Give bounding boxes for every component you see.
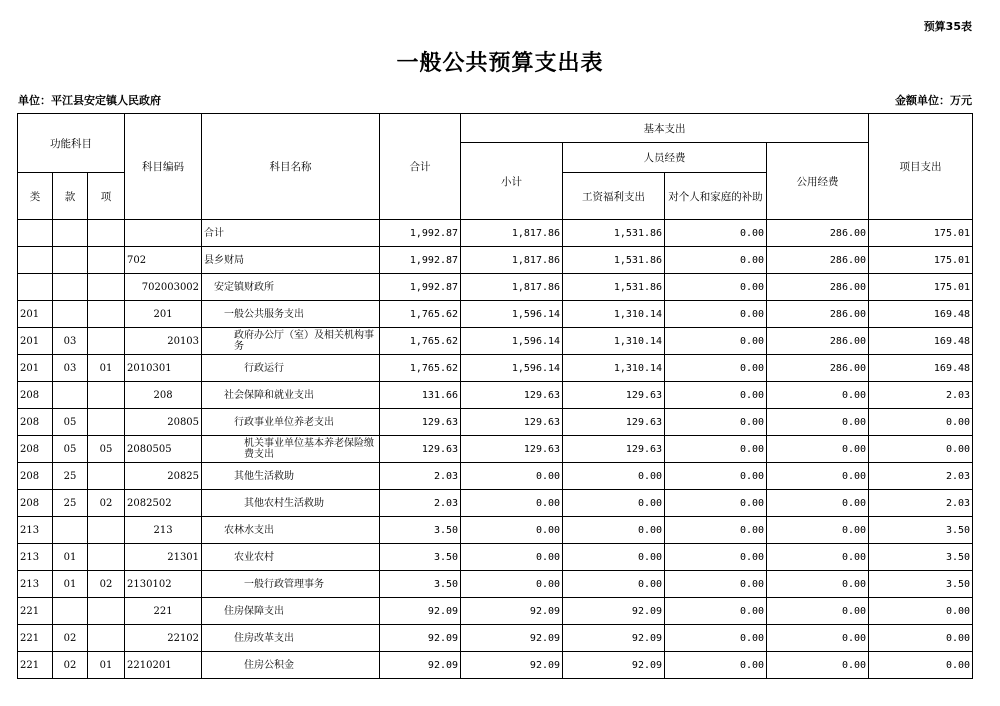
cell-wages: 1,531.86 (563, 274, 665, 301)
cell-xiang: 02 (88, 571, 125, 598)
cell-public: 286.00 (767, 274, 869, 301)
cell-subtotal: 92.09 (461, 652, 563, 679)
cell-code: 2210201 (125, 652, 202, 679)
header-total: 合计 (380, 114, 461, 220)
cell-xiang (88, 463, 125, 490)
cell-subtotal: 1,596.14 (461, 301, 563, 328)
cell-name: 合计 (202, 220, 380, 247)
header-kuan: 款 (53, 173, 88, 220)
cell-subtotal: 0.00 (461, 571, 563, 598)
cell-subsidy: 0.00 (665, 571, 767, 598)
cell-lei (18, 274, 53, 301)
header-basic: 基本支出 (461, 114, 869, 143)
cell-public: 286.00 (767, 328, 869, 355)
cell-subsidy: 0.00 (665, 355, 767, 382)
cell-subsidy: 0.00 (665, 544, 767, 571)
cell-public: 0.00 (767, 382, 869, 409)
cell-lei: 208 (18, 382, 53, 409)
cell-wages: 1,531.86 (563, 247, 665, 274)
cell-name: 农林水支出 (202, 517, 380, 544)
cell-code: 702003002 (125, 274, 202, 301)
cell-name: 机关事业单位基本养老保险缴费支出 (202, 436, 380, 463)
unit-label: 单位：平江县安定镇人民政府 (18, 94, 161, 107)
cell-name: 一般公共服务支出 (202, 301, 380, 328)
cell-name: 行政运行 (202, 355, 380, 382)
cell-public: 0.00 (767, 409, 869, 436)
cell-code: 20103 (125, 328, 202, 355)
cell-subsidy: 0.00 (665, 625, 767, 652)
cell-name: 一般行政管理事务 (202, 571, 380, 598)
cell-subsidy: 0.00 (665, 382, 767, 409)
cell-xiang: 05 (88, 436, 125, 463)
cell-wages: 129.63 (563, 409, 665, 436)
cell-subtotal: 0.00 (461, 490, 563, 517)
cell-total: 1,765.62 (380, 328, 461, 355)
cell-kuan: 02 (53, 652, 88, 679)
table-row (18, 382, 973, 409)
cell-project: 175.01 (869, 274, 973, 301)
table-row (18, 409, 973, 436)
cell-project: 2.03 (869, 382, 973, 409)
cell-code: 21301 (125, 544, 202, 571)
cell-code: 213 (125, 517, 202, 544)
cell-total: 1,765.62 (380, 301, 461, 328)
cell-lei: 213 (18, 571, 53, 598)
cell-project: 0.00 (869, 625, 973, 652)
amount-unit-label: 金额单位：万元 (895, 94, 972, 107)
cell-total: 1,992.87 (380, 220, 461, 247)
cell-public: 0.00 (767, 571, 869, 598)
cell-name: 社会保障和就业支出 (202, 382, 380, 409)
cell-lei: 201 (18, 301, 53, 328)
cell-subsidy: 0.00 (665, 220, 767, 247)
cell-kuan: 05 (53, 436, 88, 463)
cell-project: 169.48 (869, 301, 973, 328)
cell-total: 131.66 (380, 382, 461, 409)
cell-name: 政府办公厅（室）及相关机构事务 (202, 328, 380, 355)
cell-subtotal: 92.09 (461, 625, 563, 652)
cell-subsidy: 0.00 (665, 517, 767, 544)
cell-subtotal: 1,596.14 (461, 328, 563, 355)
cell-wages: 129.63 (563, 436, 665, 463)
cell-lei: 208 (18, 463, 53, 490)
table-row (18, 652, 973, 679)
cell-subsidy: 0.00 (665, 328, 767, 355)
cell-name: 行政事业单位养老支出 (202, 409, 380, 436)
cell-name: 县乡财局 (202, 247, 380, 274)
cell-wages: 92.09 (563, 625, 665, 652)
budget-expenditure-table (17, 113, 973, 679)
cell-subtotal: 129.63 (461, 436, 563, 463)
cell-name: 其他生活救助 (202, 463, 380, 490)
cell-kuan: 02 (53, 625, 88, 652)
cell-xiang (88, 517, 125, 544)
cell-total: 1,992.87 (380, 247, 461, 274)
table-row (18, 463, 973, 490)
table-row (18, 598, 973, 625)
cell-wages: 1,310.14 (563, 328, 665, 355)
cell-xiang (88, 598, 125, 625)
cell-subtotal: 92.09 (461, 598, 563, 625)
cell-project: 3.50 (869, 544, 973, 571)
table-body (18, 220, 973, 679)
cell-lei: 208 (18, 436, 53, 463)
header-subsidy: 对个人和家庭的补助 (665, 173, 767, 220)
cell-wages: 0.00 (563, 490, 665, 517)
header-func-subject: 功能科目 (18, 114, 125, 173)
cell-code: 2130102 (125, 571, 202, 598)
cell-project: 2.03 (869, 463, 973, 490)
table-row (18, 301, 973, 328)
cell-name: 农业农村 (202, 544, 380, 571)
header-xiang: 项 (88, 173, 125, 220)
table-number-label: 预算35表 (923, 20, 972, 33)
cell-total: 3.50 (380, 517, 461, 544)
cell-project: 0.00 (869, 409, 973, 436)
cell-subsidy: 0.00 (665, 301, 767, 328)
cell-wages: 0.00 (563, 544, 665, 571)
header-wages: 工资福利支出 (563, 173, 665, 220)
cell-total: 1,765.62 (380, 355, 461, 382)
cell-lei: 208 (18, 409, 53, 436)
cell-lei: 201 (18, 328, 53, 355)
cell-xiang (88, 274, 125, 301)
cell-code: 2080505 (125, 436, 202, 463)
cell-code: 20825 (125, 463, 202, 490)
cell-public: 0.00 (767, 463, 869, 490)
cell-project: 175.01 (869, 220, 973, 247)
cell-total: 3.50 (380, 544, 461, 571)
cell-name: 住房改革支出 (202, 625, 380, 652)
cell-code: 22102 (125, 625, 202, 652)
cell-subtotal: 0.00 (461, 544, 563, 571)
cell-code: 2010301 (125, 355, 202, 382)
cell-lei: 208 (18, 490, 53, 517)
cell-subtotal: 1,817.86 (461, 274, 563, 301)
cell-subsidy: 0.00 (665, 436, 767, 463)
cell-total: 92.09 (380, 625, 461, 652)
cell-kuan: 01 (53, 544, 88, 571)
cell-xiang (88, 328, 125, 355)
header-code: 科目编码 (125, 114, 202, 220)
table-row (18, 436, 973, 463)
table-row (18, 544, 973, 571)
cell-total: 2.03 (380, 490, 461, 517)
cell-total: 129.63 (380, 436, 461, 463)
table-row (18, 571, 973, 598)
cell-lei (18, 247, 53, 274)
cell-kuan (53, 247, 88, 274)
cell-wages: 1,310.14 (563, 301, 665, 328)
cell-xiang (88, 220, 125, 247)
cell-subtotal: 0.00 (461, 517, 563, 544)
cell-total: 92.09 (380, 652, 461, 679)
cell-kuan (53, 517, 88, 544)
header-lei: 类 (18, 173, 53, 220)
cell-lei: 221 (18, 652, 53, 679)
cell-subtotal: 0.00 (461, 463, 563, 490)
table-row (18, 355, 973, 382)
cell-subsidy: 0.00 (665, 490, 767, 517)
cell-subsidy: 0.00 (665, 652, 767, 679)
cell-kuan: 03 (53, 328, 88, 355)
cell-xiang: 01 (88, 355, 125, 382)
cell-name: 安定镇财政所 (202, 274, 380, 301)
cell-subtotal: 129.63 (461, 382, 563, 409)
cell-xiang (88, 409, 125, 436)
cell-total: 92.09 (380, 598, 461, 625)
cell-subsidy: 0.00 (665, 409, 767, 436)
cell-code (125, 220, 202, 247)
cell-kuan (53, 301, 88, 328)
header-project: 项目支出 (869, 114, 973, 220)
cell-kuan: 01 (53, 571, 88, 598)
cell-wages: 0.00 (563, 571, 665, 598)
cell-xiang (88, 625, 125, 652)
cell-subsidy: 0.00 (665, 247, 767, 274)
cell-public: 286.00 (767, 220, 869, 247)
table-row (18, 517, 973, 544)
cell-lei: 221 (18, 598, 53, 625)
header-personnel: 人员经费 (563, 143, 767, 173)
header-public: 公用经费 (767, 143, 869, 220)
cell-kuan (53, 382, 88, 409)
cell-public: 0.00 (767, 652, 869, 679)
cell-public: 0.00 (767, 544, 869, 571)
cell-subtotal: 1,817.86 (461, 220, 563, 247)
table-row (18, 328, 973, 355)
cell-project: 175.01 (869, 247, 973, 274)
cell-kuan: 03 (53, 355, 88, 382)
cell-name: 住房保障支出 (202, 598, 380, 625)
cell-wages: 92.09 (563, 652, 665, 679)
cell-wages: 129.63 (563, 382, 665, 409)
cell-lei: 213 (18, 517, 53, 544)
cell-total: 3.50 (380, 571, 461, 598)
cell-subtotal: 1,596.14 (461, 355, 563, 382)
cell-xiang (88, 382, 125, 409)
header-name: 科目名称 (202, 114, 380, 220)
cell-public: 286.00 (767, 247, 869, 274)
cell-name: 住房公积金 (202, 652, 380, 679)
cell-subsidy: 0.00 (665, 274, 767, 301)
cell-public: 286.00 (767, 301, 869, 328)
cell-kuan: 25 (53, 463, 88, 490)
cell-kuan (53, 598, 88, 625)
cell-xiang (88, 247, 125, 274)
cell-public: 0.00 (767, 490, 869, 517)
cell-wages: 92.09 (563, 598, 665, 625)
cell-lei (18, 220, 53, 247)
table-row (18, 220, 973, 247)
cell-xiang: 02 (88, 490, 125, 517)
header-subtotal: 小计 (461, 143, 563, 220)
cell-code: 20805 (125, 409, 202, 436)
cell-project: 0.00 (869, 598, 973, 625)
cell-name: 其他农村生活救助 (202, 490, 380, 517)
cell-xiang (88, 544, 125, 571)
cell-kuan: 25 (53, 490, 88, 517)
cell-subtotal: 1,817.86 (461, 247, 563, 274)
cell-kuan: 05 (53, 409, 88, 436)
table-row (18, 625, 973, 652)
cell-code: 221 (125, 598, 202, 625)
cell-wages: 0.00 (563, 463, 665, 490)
cell-project: 2.03 (869, 490, 973, 517)
cell-wages: 0.00 (563, 517, 665, 544)
cell-project: 3.50 (869, 571, 973, 598)
cell-kuan (53, 220, 88, 247)
cell-project: 169.48 (869, 355, 973, 382)
cell-subsidy: 0.00 (665, 598, 767, 625)
cell-kuan (53, 274, 88, 301)
cell-lei: 221 (18, 625, 53, 652)
cell-code: 208 (125, 382, 202, 409)
page-title: 一般公共预算支出表 (396, 51, 604, 76)
cell-subsidy: 0.00 (665, 463, 767, 490)
cell-total: 129.63 (380, 409, 461, 436)
cell-lei: 213 (18, 544, 53, 571)
cell-xiang (88, 301, 125, 328)
cell-total: 2.03 (380, 463, 461, 490)
cell-public: 0.00 (767, 517, 869, 544)
cell-project: 3.50 (869, 517, 973, 544)
cell-total: 1,992.87 (380, 274, 461, 301)
cell-code: 201 (125, 301, 202, 328)
cell-wages: 1,310.14 (563, 355, 665, 382)
cell-public: 0.00 (767, 436, 869, 463)
cell-public: 0.00 (767, 598, 869, 625)
cell-public: 286.00 (767, 355, 869, 382)
cell-code: 702 (125, 247, 202, 274)
cell-public: 0.00 (767, 625, 869, 652)
table-row (18, 247, 973, 274)
cell-xiang: 01 (88, 652, 125, 679)
cell-project: 169.48 (869, 328, 973, 355)
cell-subtotal: 129.63 (461, 409, 563, 436)
cell-project: 0.00 (869, 652, 973, 679)
cell-project: 0.00 (869, 436, 973, 463)
cell-wages: 1,531.86 (563, 220, 665, 247)
table-row (18, 274, 973, 301)
cell-code: 2082502 (125, 490, 202, 517)
table-row (18, 490, 973, 517)
cell-lei: 201 (18, 355, 53, 382)
